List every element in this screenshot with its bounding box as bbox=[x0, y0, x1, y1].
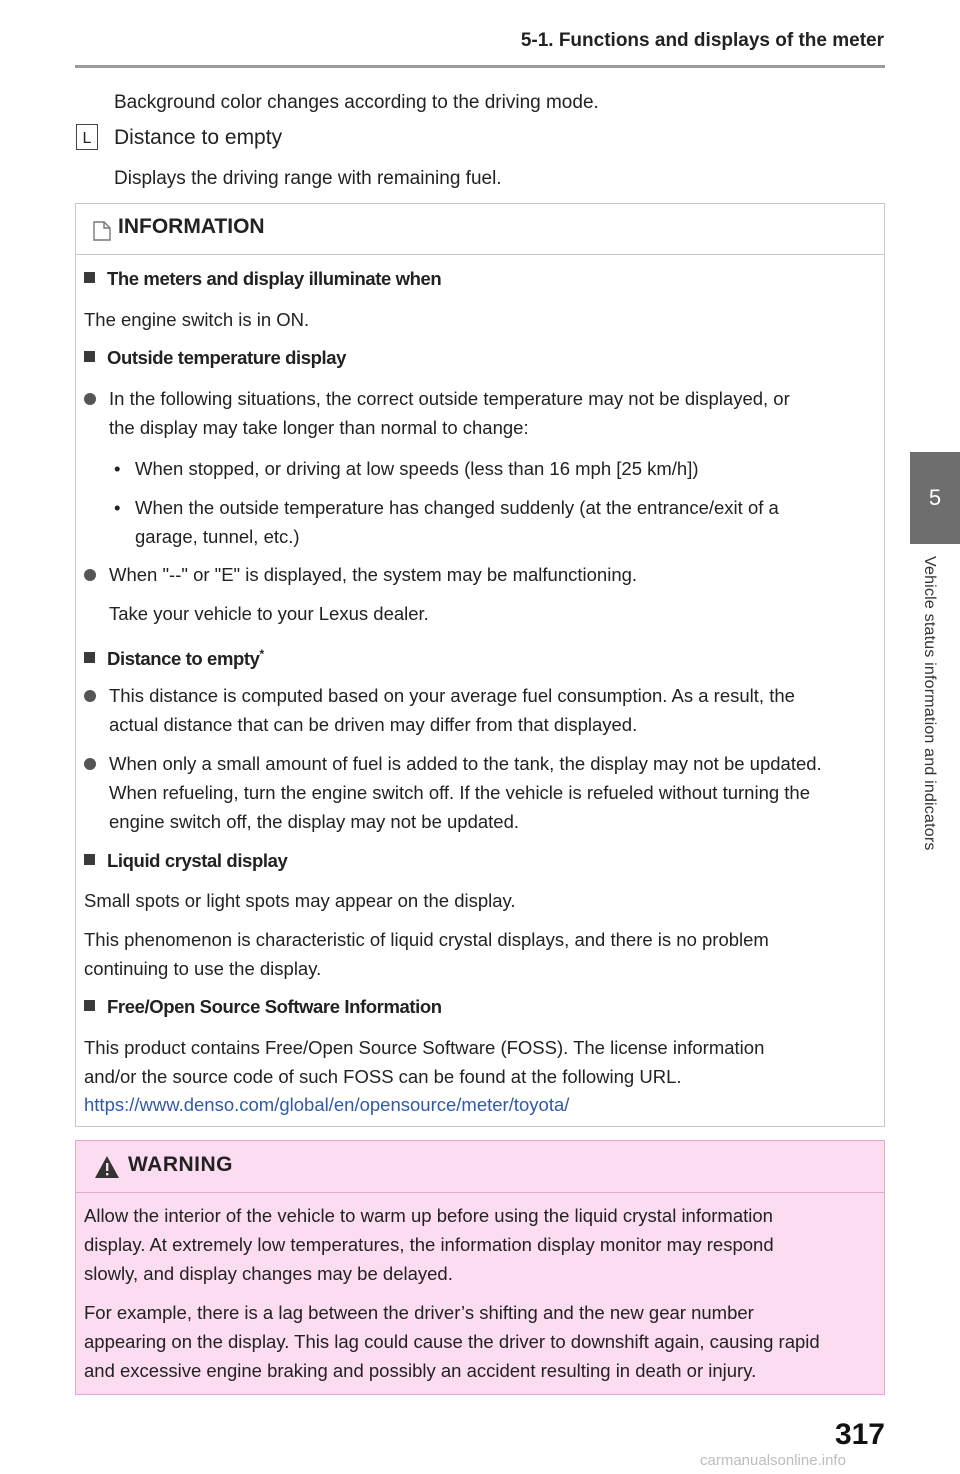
section-heading bbox=[84, 264, 876, 293]
item-description: Displays the driving range with remaining fuel. bbox=[114, 168, 502, 189]
intro-text: Background color changes according to the driving mode. bbox=[114, 92, 599, 113]
warning-triangle-icon bbox=[94, 1155, 120, 1179]
information-title: INFORMATION bbox=[118, 215, 265, 238]
section-heading bbox=[84, 640, 876, 673]
chapter-number: 5 bbox=[928, 485, 942, 510]
round-bullet-icon bbox=[84, 569, 96, 581]
bullet-continuation: the display may take longer than normal to change: bbox=[109, 417, 529, 438]
header-divider bbox=[75, 65, 885, 68]
warning-paragraph-continuation: appearing on the display. This lag could cause the driver to downshift again, causing rapid bbox=[84, 1331, 820, 1352]
section-heading bbox=[84, 992, 876, 1021]
heading-text: The meters and display illuminate when bbox=[107, 268, 442, 289]
bullet-item bbox=[84, 384, 876, 413]
paragraph-continuation: and/or the source code of such FOSS can be found at the following URL. bbox=[84, 1066, 682, 1087]
section-header-title: 5-1. Functions and displays of the meter bbox=[520, 30, 884, 51]
warning-paragraph-continuation: slowly, and display changes may be delayed. bbox=[84, 1263, 453, 1284]
square-bullet-icon bbox=[84, 1000, 95, 1011]
callout-letter: L bbox=[82, 130, 92, 147]
information-header bbox=[76, 204, 884, 255]
bullet-text: When only a small amount of fuel is added to the tank, the display may not be updated. bbox=[109, 753, 822, 774]
dot-bullet-icon: • bbox=[114, 458, 121, 479]
section-heading bbox=[84, 343, 876, 372]
footnote-asterisk: * bbox=[259, 647, 264, 661]
bullet-text: When "--" or "E" is displayed, the system may be malfunctioning. bbox=[109, 564, 638, 585]
sub-bullet-continuation: garage, tunnel, etc.) bbox=[135, 526, 300, 547]
paragraph: This phenomenon is characteristic of liquid crystal displays, and there is no problem bbox=[84, 929, 769, 950]
paragraph-continuation: continuing to use the display. bbox=[84, 958, 322, 979]
square-bullet-icon bbox=[84, 854, 95, 865]
square-bullet-icon bbox=[84, 272, 95, 283]
warning-paragraph-continuation: and excessive engine braking and possibly an accident resulting in death or injury. bbox=[84, 1360, 757, 1381]
bullet-continuation: When refueling, turn the engine switch off. If the vehicle is refueled without turning the bbox=[109, 782, 811, 803]
chapter-side-label: Vehicle status information and indicators bbox=[921, 556, 938, 851]
sub-bullet-item bbox=[84, 454, 876, 483]
information-box bbox=[75, 203, 885, 1127]
heading-text: Distance to empty bbox=[107, 648, 260, 670]
paragraph: This product contains Free/Open Source Software (FOSS). The license information bbox=[84, 1037, 765, 1058]
sub-bullet-text: When the outside temperature has changed suddenly (at the entrance/exit of a bbox=[135, 497, 779, 518]
bullet-text: In the following situations, the correct outside temperature may not be displayed, or bbox=[109, 388, 790, 409]
foss-url-link[interactable]: https://www.denso.com/global/en/opensource/meter/toyota/ bbox=[84, 1094, 570, 1115]
bullet-continuation: actual distance that can be driven may differ from that displayed. bbox=[109, 714, 638, 735]
bullet-note: Take your vehicle to your Lexus dealer. bbox=[109, 603, 429, 624]
dot-bullet-icon: • bbox=[114, 497, 121, 518]
page-number: 317 bbox=[834, 1418, 885, 1451]
sub-bullet-text: When stopped, or driving at low speeds (less than 16 mph [25 km/h]) bbox=[135, 458, 699, 479]
note-icon bbox=[92, 220, 112, 242]
paragraph: Small spots or light spots may appear on the display. bbox=[84, 890, 516, 911]
round-bullet-icon bbox=[84, 690, 96, 702]
bullet-text: This distance is computed based on your average fuel consumption. As a result, the bbox=[109, 685, 795, 706]
bullet-item bbox=[84, 560, 876, 589]
warning-box bbox=[75, 1140, 885, 1395]
heading-text: Outside temperature display bbox=[107, 347, 347, 368]
bullet-continuation: engine switch off, the display may not be updated. bbox=[109, 811, 520, 832]
sub-bullet-item bbox=[84, 493, 876, 522]
callout-letter-box bbox=[76, 124, 98, 150]
round-bullet-icon bbox=[84, 758, 96, 770]
chapter-tab bbox=[910, 452, 960, 544]
paragraph: The engine switch is in ON. bbox=[84, 309, 310, 330]
bullet-item bbox=[84, 749, 876, 778]
round-bullet-icon bbox=[84, 393, 96, 405]
warning-title: WARNING bbox=[128, 1153, 233, 1176]
watermark: carmanualsonline.info bbox=[700, 1452, 846, 1469]
warning-header bbox=[76, 1141, 884, 1193]
warning-paragraph: For example, there is a lag between the driver’s shifting and the new gear number bbox=[84, 1302, 754, 1323]
heading-text: Liquid crystal display bbox=[107, 850, 288, 871]
warning-paragraph: Allow the interior of the vehicle to warm up before using the liquid crystal information bbox=[84, 1205, 773, 1226]
square-bullet-icon bbox=[84, 351, 95, 362]
heading-text: Free/Open Source Software Information bbox=[107, 996, 442, 1017]
warning-paragraph-continuation: display. At extremely low temperatures, the information display monitor may respond bbox=[84, 1234, 774, 1255]
item-title: Distance to empty bbox=[114, 126, 283, 149]
section-heading bbox=[84, 846, 876, 875]
square-bullet-icon bbox=[84, 652, 95, 663]
bullet-item bbox=[84, 681, 876, 710]
